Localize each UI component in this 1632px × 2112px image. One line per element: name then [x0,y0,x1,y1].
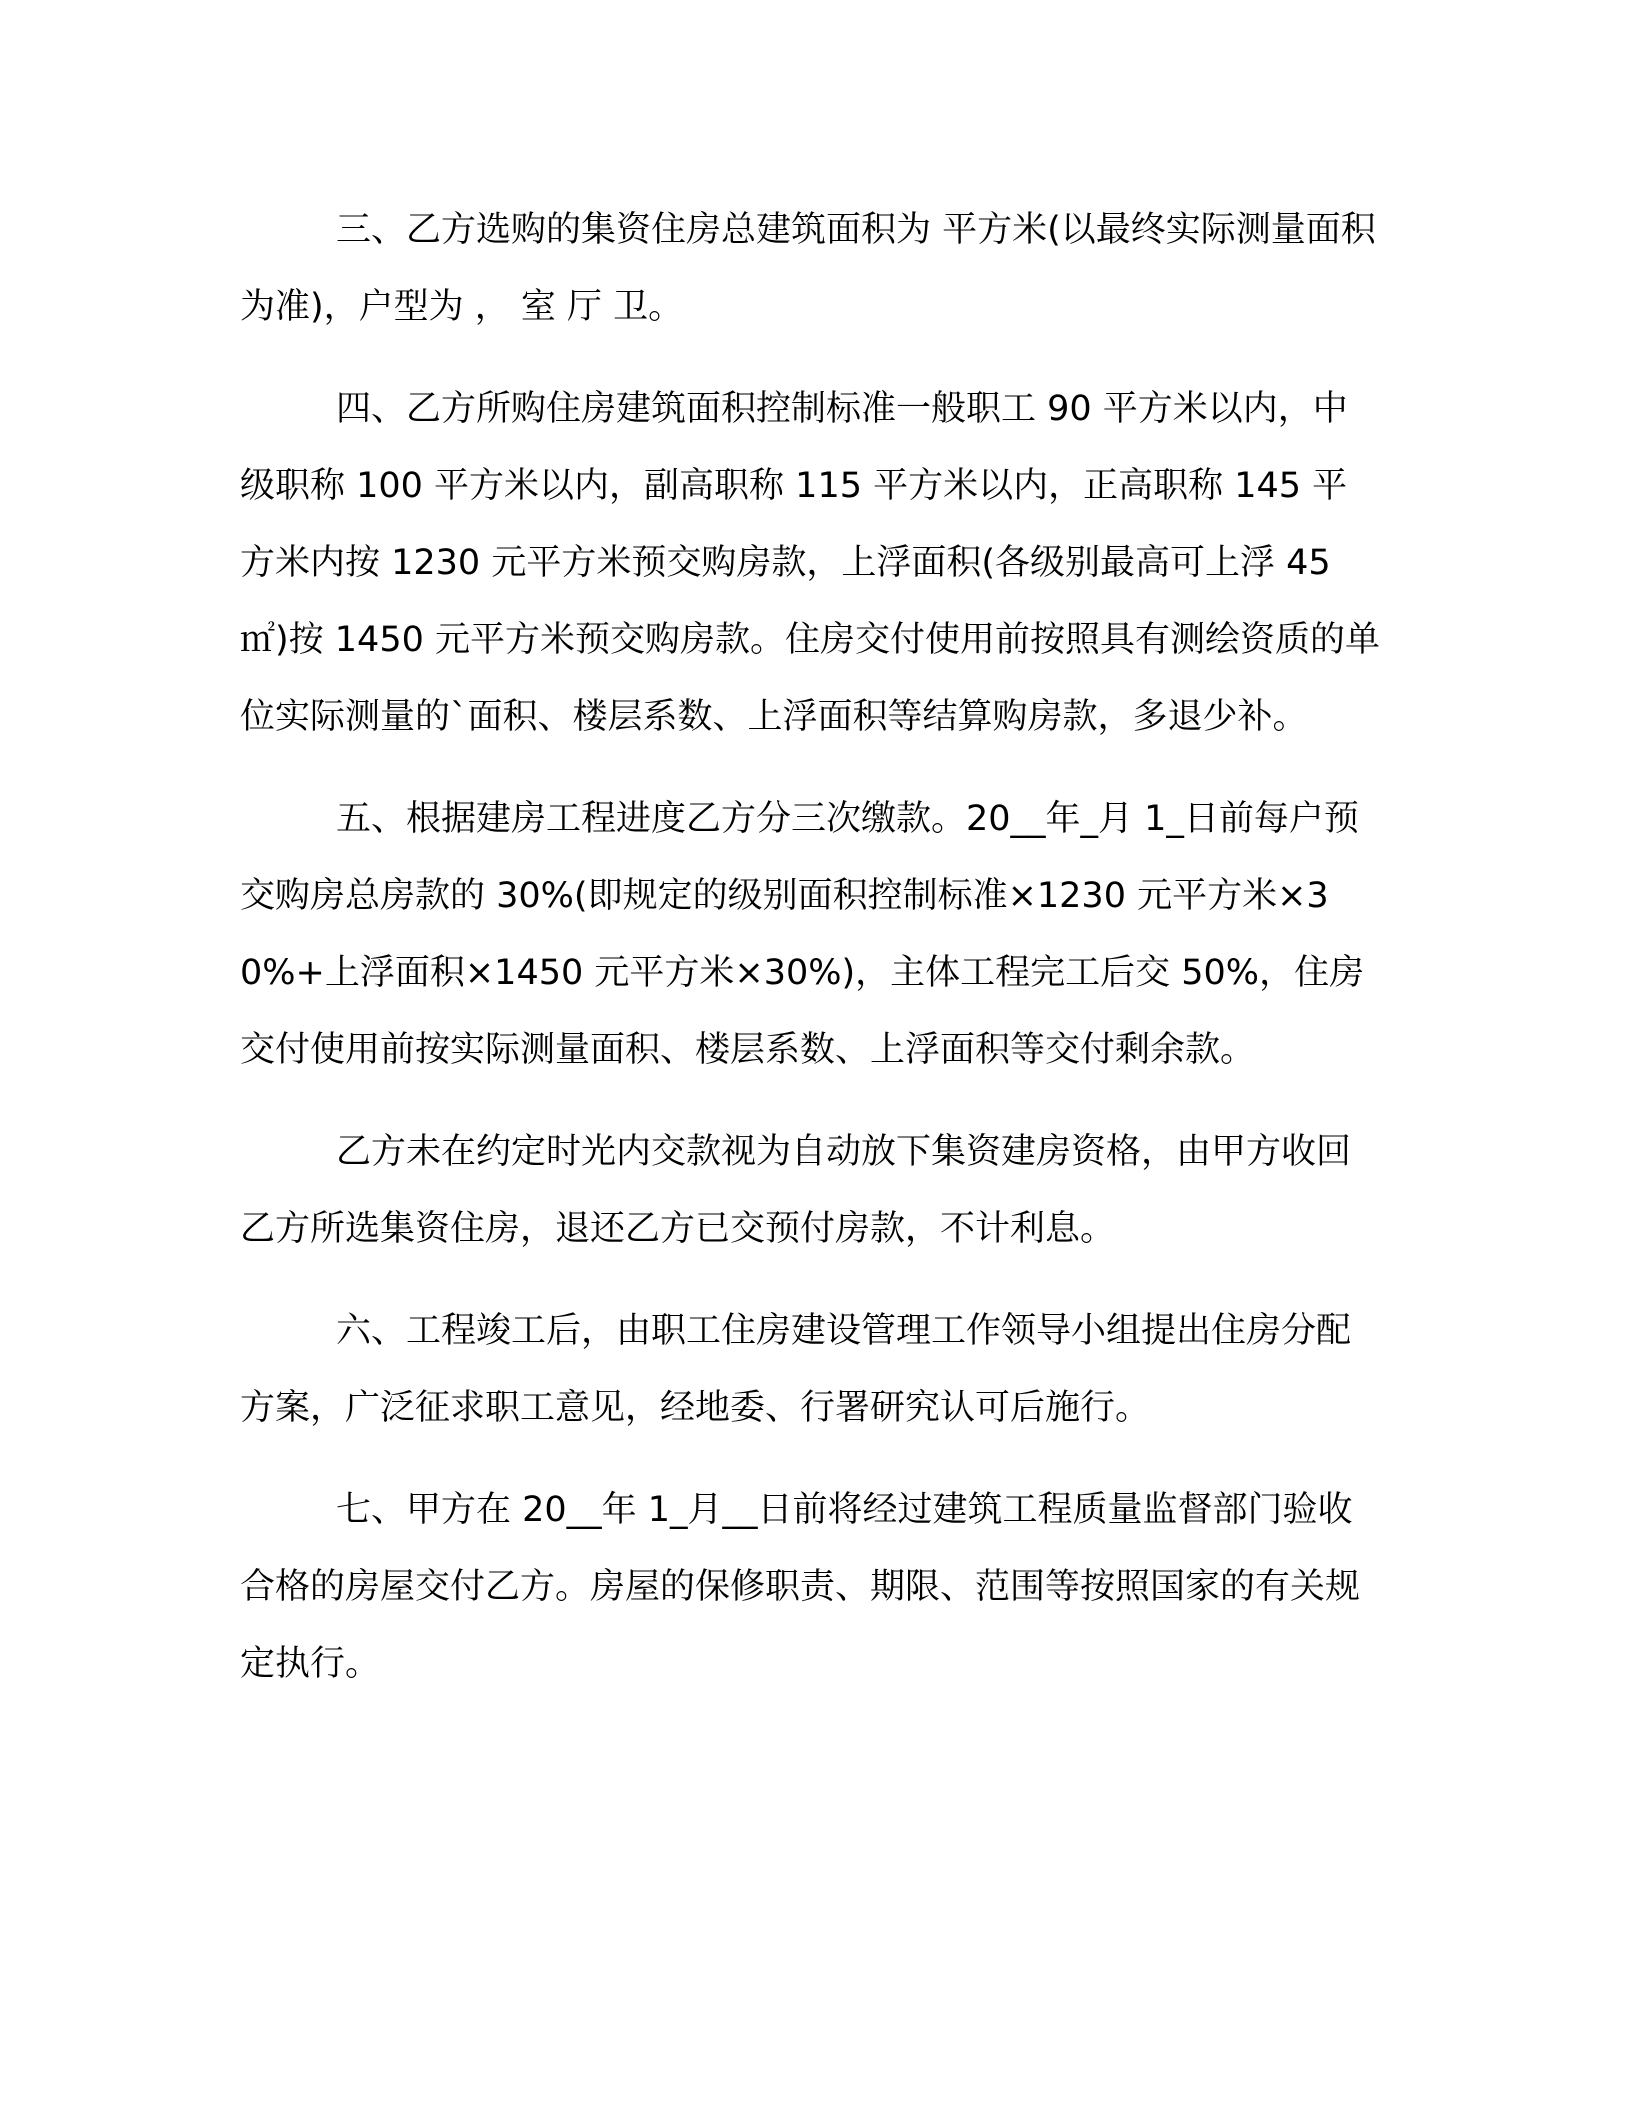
clause-3-paragraph: 三、乙方选购的集资住房总建筑面积为 平方米(以最终实际测量面积为准)，户型为 ， 室 厅 卫。 [240,210,1376,327]
late-payment-paragraph: 乙方未在约定时光内交款视为自动放下集资建房资格，由甲方收回乙方所选集资住房，退还乙方已交预付房款，不计利息。 [240,1132,1352,1249]
document-body [240,192,1380,1728]
clause-5-paragraph: 五、根据建房工程进度乙方分三次缴款。20__年_月 1_日前每户预交购房总房款的 30%(即规定的级别面积控制标准×1230 元平方米×30%+上浮面积×1450 元平方米×30%)，主体工程完工后交 50%，住房交付使用前按实际测量面积、楼层系数、上浮面积等交付剩余款。 [240,799,1365,1070]
clause-4-paragraph: 四、乙方所购住房建筑面积控制标准一般职工 90 平方米以内，中级职称 100 平方米以内，副高职称 115 平方米以内，正高职称 145 平方米内按 1230 元平方米预交购房款，上浮面积(各级别最高可上浮 45 ㎡)按 1450 元平方米预交购房款。住房交付使用前按照具有测绘资质的单位实际测量的`面积、楼层系数、上浮面积等结算购房款，多退少补。 [240,389,1380,737]
clause-6-paragraph: 六、工程竣工后，由职工住房建设管理工作领导小组提出住房分配方案，广泛征求职工意见，经地委、行署研究认可后施行。 [240,1311,1352,1428]
clause-7-paragraph: 七、甲方在 20__年 1_月__日前将经过建筑工程质量监督部门验收合格的房屋交付乙方。房屋的保修职责、期限、范围等按照国家的有关规定执行。 [240,1490,1361,1684]
